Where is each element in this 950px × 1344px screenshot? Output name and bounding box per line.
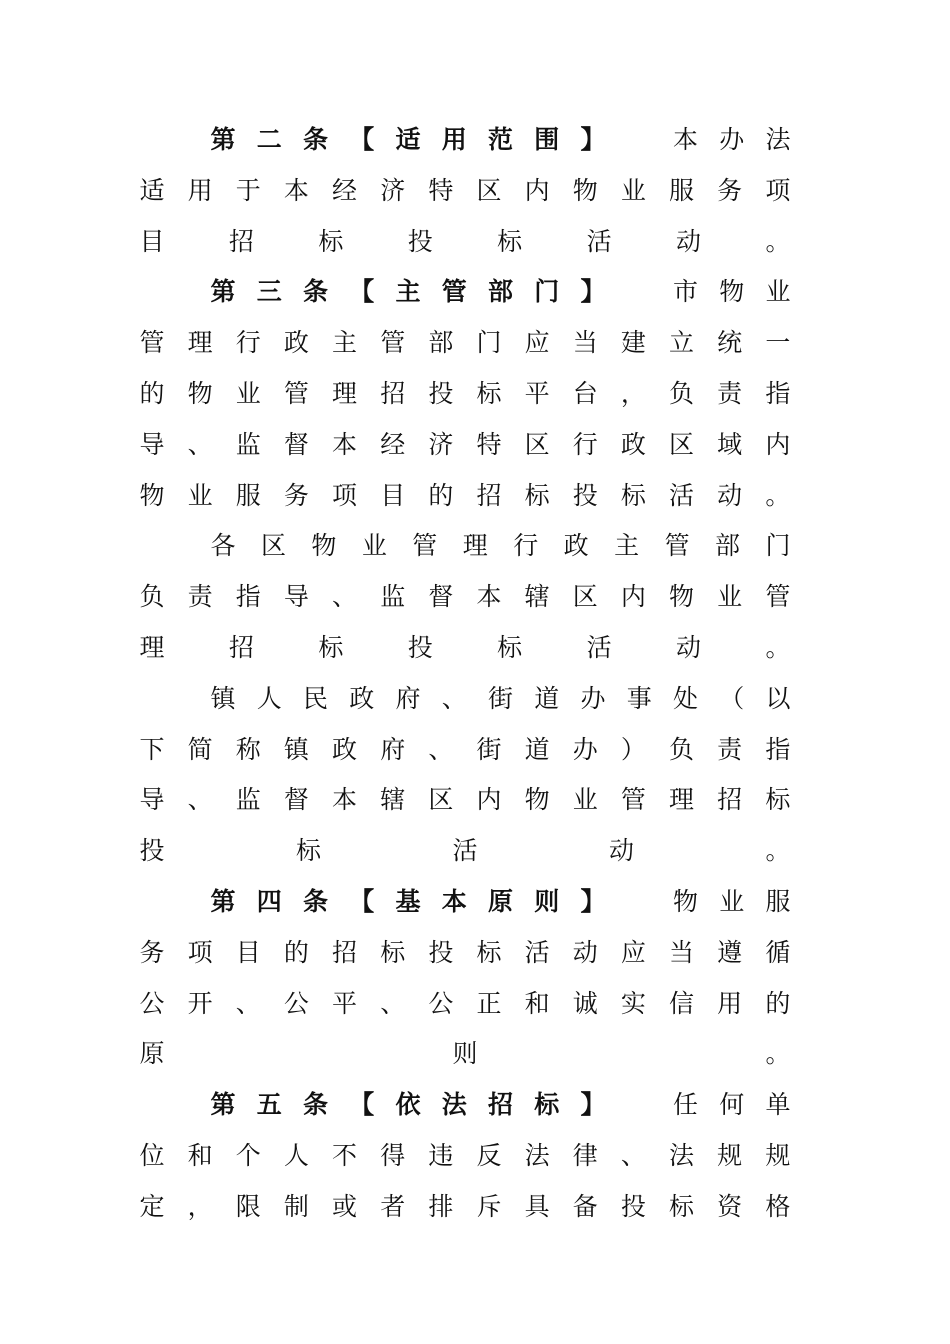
body-char: 标 — [476, 937, 502, 967]
body-char: 的 — [428, 480, 454, 510]
body-char: 辖 — [524, 582, 550, 612]
article-heading-char: 法 — [441, 1090, 467, 1120]
body-char: 督 — [283, 429, 309, 459]
body-char: 道 — [534, 683, 560, 713]
body-char: 业 — [187, 480, 213, 510]
body-char: 标 — [620, 480, 646, 510]
body-char: 公 — [283, 988, 309, 1018]
body-char: 管 — [139, 328, 165, 358]
body-char: 政 — [563, 531, 589, 561]
body-char: 监 — [380, 582, 406, 612]
body-char: 适 — [139, 175, 165, 205]
body-char: 下 — [139, 734, 165, 764]
body-char: 于 — [235, 175, 261, 205]
body-char: 标 — [318, 633, 344, 662]
article-heading-char: 门 — [534, 277, 560, 307]
article-heading-char: 条 — [302, 1090, 328, 1120]
body-char: 招 — [476, 480, 502, 510]
body-char: 镇 — [210, 683, 236, 713]
body-char: 门 — [476, 328, 502, 358]
body-char: 街 — [487, 683, 513, 713]
body-char — [626, 882, 652, 922]
body-char: 用 — [717, 988, 743, 1018]
body-char: 门 — [765, 531, 791, 561]
body-char: 标 — [476, 379, 502, 408]
article-heading-char: 三 — [256, 277, 282, 307]
body-char: 区 — [476, 175, 502, 205]
body-char: 物 — [187, 379, 213, 408]
body-char: 域 — [717, 429, 743, 459]
article-heading-char: 【 — [349, 887, 375, 916]
body-char: 活 — [669, 480, 695, 510]
body-char: 督 — [283, 785, 309, 815]
body-char: 监 — [235, 429, 261, 459]
body-char: 业 — [361, 531, 387, 561]
body-char: 务 — [717, 175, 743, 205]
body-char: 招 — [717, 785, 743, 815]
body-char: ， — [620, 379, 646, 408]
body-char: 事 — [626, 683, 652, 713]
body-char: 。 — [765, 226, 791, 256]
text-line — [139, 374, 791, 414]
text-line — [139, 425, 791, 465]
body-char: 者 — [380, 1191, 406, 1221]
article-heading-char: 】 — [580, 887, 606, 916]
body-char: 管 — [765, 582, 791, 612]
body-char: 循 — [765, 937, 791, 967]
article-heading-char: 【 — [349, 125, 375, 154]
article-heading-char: 第 — [210, 1090, 236, 1120]
body-char: 个 — [235, 1141, 261, 1170]
body-char: 监 — [235, 785, 261, 815]
body-char: 标 — [318, 226, 344, 256]
body-char: 标 — [497, 226, 523, 256]
body-char: 民 — [302, 683, 328, 713]
body-char: 办 — [572, 734, 598, 764]
body-char: 务 — [139, 937, 165, 967]
body-char: 标 — [380, 937, 406, 967]
article-heading-char: 围 — [534, 125, 560, 154]
body-char: 建 — [620, 328, 646, 358]
body-char: 导 — [283, 582, 309, 612]
text-line — [139, 628, 791, 668]
text-line — [139, 476, 791, 516]
body-char: 物 — [572, 175, 598, 205]
body-char: 业 — [572, 785, 598, 815]
body-char: 行 — [513, 531, 539, 561]
article-heading-char: 则 — [534, 887, 560, 916]
body-char: 得 — [380, 1141, 406, 1170]
body-char: 称 — [235, 734, 261, 764]
body-char: 业 — [620, 175, 646, 205]
body-char: 内 — [476, 785, 502, 815]
body-char: 标 — [295, 836, 321, 866]
body-char: 投 — [139, 836, 165, 866]
body-char: 一 — [765, 328, 791, 358]
article-heading-char: 部 — [487, 277, 513, 307]
body-char: 公 — [428, 988, 454, 1018]
body-char — [626, 120, 652, 160]
body-char: 导 — [139, 429, 165, 459]
body-char: 街 — [476, 734, 502, 764]
body-char: 主 — [614, 531, 640, 561]
body-char: 公 — [139, 988, 165, 1018]
text-line — [210, 120, 791, 160]
body-char: 、 — [187, 785, 213, 815]
body-char: 办 — [580, 683, 606, 713]
body-char: 区 — [669, 429, 695, 459]
body-char: 内 — [524, 175, 550, 205]
body-char: 服 — [235, 480, 261, 510]
body-char: 内 — [765, 429, 791, 459]
text-line — [139, 1034, 791, 1074]
body-char: 则 — [452, 1039, 478, 1069]
body-char: 本 — [332, 429, 358, 459]
body-char: 违 — [428, 1141, 454, 1170]
body-char: ， — [187, 1191, 213, 1221]
article-heading-char: 主 — [395, 277, 421, 307]
body-char: 本 — [332, 785, 358, 815]
text-line — [139, 323, 791, 363]
body-char: 负 — [669, 734, 695, 764]
body-char: 目 — [235, 937, 261, 967]
article-heading-char: 范 — [487, 125, 513, 154]
body-char: 反 — [476, 1141, 502, 1170]
article-heading-char: 四 — [256, 887, 282, 916]
body-char: 诚 — [572, 988, 598, 1018]
body-char: 本 — [672, 125, 698, 154]
body-char: 负 — [139, 582, 165, 612]
body-char: 责 — [717, 379, 743, 408]
article-heading-char: 条 — [302, 277, 328, 307]
body-char: 活 — [586, 633, 612, 662]
body-char: 规 — [717, 1141, 743, 1170]
body-char: 投 — [572, 480, 598, 510]
body-char: 标 — [765, 785, 791, 815]
body-char: 目 — [139, 226, 165, 256]
body-char: 活 — [524, 937, 550, 967]
body-char: 主 — [332, 328, 358, 358]
body-char: 本 — [283, 175, 309, 205]
body-char: 政 — [349, 683, 375, 713]
body-char: 理 — [669, 785, 695, 815]
body-char: 督 — [428, 582, 454, 612]
body-char: 理 — [332, 379, 358, 408]
article-heading-char: 本 — [441, 887, 467, 916]
body-char: 业 — [719, 887, 745, 916]
body-char: 位 — [139, 1141, 165, 1170]
body-char: 不 — [332, 1141, 358, 1170]
body-char: 府 — [395, 683, 421, 713]
body-char: 限 — [235, 1191, 261, 1221]
body-char: 业 — [765, 277, 791, 307]
body-char: 区 — [260, 531, 286, 561]
body-char: 部 — [428, 328, 454, 358]
body-char: 资 — [717, 1191, 743, 1221]
text-line — [210, 679, 791, 719]
article-heading-char: 二 — [256, 125, 282, 154]
body-char: 、 — [187, 429, 213, 459]
body-char: 经 — [332, 175, 358, 205]
body-char: 具 — [524, 1191, 550, 1221]
article-heading-char: 基 — [395, 887, 421, 916]
article-heading-char: 】 — [580, 277, 606, 307]
body-char: 当 — [572, 328, 598, 358]
body-char: 动 — [676, 226, 702, 256]
text-line — [139, 1136, 791, 1176]
body-char: 部 — [715, 531, 741, 561]
article-heading-char: 用 — [441, 125, 467, 154]
body-char: 理 — [462, 531, 488, 561]
body-char — [626, 272, 652, 312]
body-char: 标 — [497, 633, 523, 662]
text-line — [139, 933, 791, 973]
body-char: 。 — [765, 1039, 791, 1069]
body-char: 制 — [283, 1191, 309, 1221]
body-char — [626, 1085, 652, 1125]
article-heading-char: 【 — [349, 277, 375, 307]
body-char: 各 — [210, 531, 236, 561]
body-char: 济 — [380, 175, 406, 205]
body-char: （ — [719, 683, 745, 713]
body-char: 平 — [332, 988, 358, 1018]
body-char: 法 — [524, 1141, 550, 1170]
body-char: 以 — [765, 683, 791, 713]
body-char: 。 — [765, 836, 791, 866]
body-char: 经 — [380, 429, 406, 459]
body-char: 导 — [139, 785, 165, 815]
body-char: 规 — [765, 1141, 791, 1170]
body-char: 目 — [380, 480, 406, 510]
body-char: 市 — [672, 277, 698, 307]
body-char: 济 — [428, 429, 454, 459]
body-char: 业 — [717, 582, 743, 612]
article-heading-char: 【 — [349, 1090, 375, 1120]
body-char: 管 — [380, 328, 406, 358]
body-char: 服 — [669, 175, 695, 205]
body-char: 的 — [765, 988, 791, 1018]
body-char: 行 — [235, 328, 261, 358]
body-char: 遵 — [717, 937, 743, 967]
body-char: 动 — [676, 633, 702, 662]
article-heading-char: 适 — [395, 125, 421, 154]
body-char: 人 — [256, 683, 282, 713]
body-char: 物 — [139, 480, 165, 510]
body-char: 动 — [608, 836, 634, 866]
body-char: 或 — [332, 1191, 358, 1221]
body-char: 项 — [765, 175, 791, 205]
body-char: 单 — [765, 1090, 791, 1120]
article-heading-char: 条 — [302, 125, 328, 154]
body-char: 政 — [283, 328, 309, 358]
body-char: 管 — [412, 531, 438, 561]
body-char: 、 — [235, 988, 261, 1018]
body-char: 法 — [669, 1141, 695, 1170]
body-char: ） — [620, 734, 646, 764]
body-char: 、 — [620, 1141, 646, 1170]
body-char: 备 — [572, 1191, 598, 1221]
body-char: 投 — [407, 226, 433, 256]
article-heading-char: 标 — [534, 1090, 560, 1120]
text-line — [139, 1187, 791, 1227]
body-char: 辖 — [380, 785, 406, 815]
body-char: 特 — [476, 429, 502, 459]
body-char: 特 — [428, 175, 454, 205]
text-line — [139, 222, 791, 262]
body-char: 活 — [586, 226, 612, 256]
body-char: 应 — [524, 328, 550, 358]
body-char: 服 — [765, 887, 791, 916]
body-char: 台 — [572, 379, 598, 408]
body-char: 动 — [717, 480, 743, 510]
body-char: 物 — [524, 785, 550, 815]
text-line — [139, 730, 791, 770]
body-char: 招 — [228, 633, 254, 662]
body-char: 标 — [524, 480, 550, 510]
body-char: 法 — [765, 125, 791, 154]
body-char: 指 — [235, 582, 261, 612]
body-char: 招 — [228, 226, 254, 256]
body-char: 投 — [620, 1191, 646, 1221]
body-char: 政 — [332, 734, 358, 764]
body-char: 务 — [283, 480, 309, 510]
body-char: 排 — [428, 1191, 454, 1221]
body-char: 区 — [572, 582, 598, 612]
body-char: 正 — [476, 988, 502, 1018]
body-char: 物 — [672, 887, 698, 916]
body-char: 简 — [187, 734, 213, 764]
text-line — [139, 780, 791, 820]
body-char: 政 — [620, 429, 646, 459]
body-char: 任 — [672, 1090, 698, 1120]
body-char: 办 — [719, 125, 745, 154]
body-char: 管 — [283, 379, 309, 408]
article-heading-char: 五 — [256, 1090, 282, 1120]
article-heading-char: 第 — [210, 277, 236, 307]
article-heading-char: 原 — [487, 887, 513, 916]
body-char: 。 — [765, 633, 791, 662]
body-char: 人 — [283, 1141, 309, 1170]
body-char: 。 — [765, 480, 791, 510]
body-char: 物 — [311, 531, 337, 561]
body-char: 的 — [283, 937, 309, 967]
text-line — [210, 526, 791, 566]
text-line — [210, 882, 791, 922]
text-line — [139, 831, 791, 871]
body-char: 平 — [524, 379, 550, 408]
body-char: 道 — [524, 734, 550, 764]
body-char: 物 — [669, 582, 695, 612]
body-char: 投 — [428, 937, 454, 967]
body-char: 行 — [572, 429, 598, 459]
text-line — [139, 171, 791, 211]
body-char: 定 — [139, 1191, 165, 1221]
article-heading-char: 管 — [441, 277, 467, 307]
body-char: 镇 — [283, 734, 309, 764]
body-char: 应 — [620, 937, 646, 967]
article-heading-char: 】 — [580, 1090, 606, 1120]
body-char: 理 — [187, 328, 213, 358]
body-char: 的 — [139, 379, 165, 408]
body-char: 标 — [669, 1191, 695, 1221]
text-line — [139, 577, 791, 617]
text-line — [139, 984, 791, 1024]
body-char: 理 — [139, 633, 165, 662]
article-heading-char: 第 — [210, 125, 236, 154]
body-char: 、 — [380, 988, 406, 1018]
article-heading-char: 条 — [302, 887, 328, 916]
body-char: 、 — [441, 683, 467, 713]
body-char: 立 — [669, 328, 695, 358]
text-line — [210, 1085, 791, 1125]
article-heading-char: 招 — [487, 1090, 513, 1120]
body-char: 投 — [407, 633, 433, 662]
body-char: 招 — [380, 379, 406, 408]
body-char: 府 — [380, 734, 406, 764]
body-char: 活 — [452, 836, 478, 866]
body-char: 管 — [664, 531, 690, 561]
body-char: 处 — [672, 683, 698, 713]
body-char: 斥 — [476, 1191, 502, 1221]
body-char: 何 — [719, 1090, 745, 1120]
body-char: 指 — [765, 734, 791, 764]
body-char: 、 — [428, 734, 454, 764]
body-char: 本 — [476, 582, 502, 612]
body-char: 责 — [717, 734, 743, 764]
body-char: 格 — [765, 1191, 791, 1221]
body-char: 律 — [572, 1141, 598, 1170]
body-char: 和 — [524, 988, 550, 1018]
body-char: 责 — [187, 582, 213, 612]
body-char: 项 — [187, 937, 213, 967]
body-char: 原 — [139, 1039, 165, 1069]
body-char: 区 — [428, 785, 454, 815]
text-line — [210, 272, 791, 312]
article-heading-char: 依 — [395, 1090, 421, 1120]
body-char: 区 — [524, 429, 550, 459]
body-char: 信 — [669, 988, 695, 1018]
body-char: 业 — [235, 379, 261, 408]
body-char: 项 — [332, 480, 358, 510]
body-char: 动 — [572, 937, 598, 967]
body-char: 当 — [669, 937, 695, 967]
body-char: 和 — [187, 1141, 213, 1170]
body-char: 内 — [620, 582, 646, 612]
body-char: 、 — [332, 582, 358, 612]
body-char: 实 — [620, 988, 646, 1018]
body-char: 招 — [332, 937, 358, 967]
article-heading-char: 第 — [210, 887, 236, 916]
body-char: 物 — [719, 277, 745, 307]
body-char: 指 — [765, 379, 791, 408]
body-char: 开 — [187, 988, 213, 1018]
body-char: 负 — [669, 379, 695, 408]
body-char: 统 — [717, 328, 743, 358]
body-char: 投 — [428, 379, 454, 408]
body-char: 用 — [187, 175, 213, 205]
article-heading-char: 】 — [580, 125, 606, 154]
body-char: 管 — [620, 785, 646, 815]
